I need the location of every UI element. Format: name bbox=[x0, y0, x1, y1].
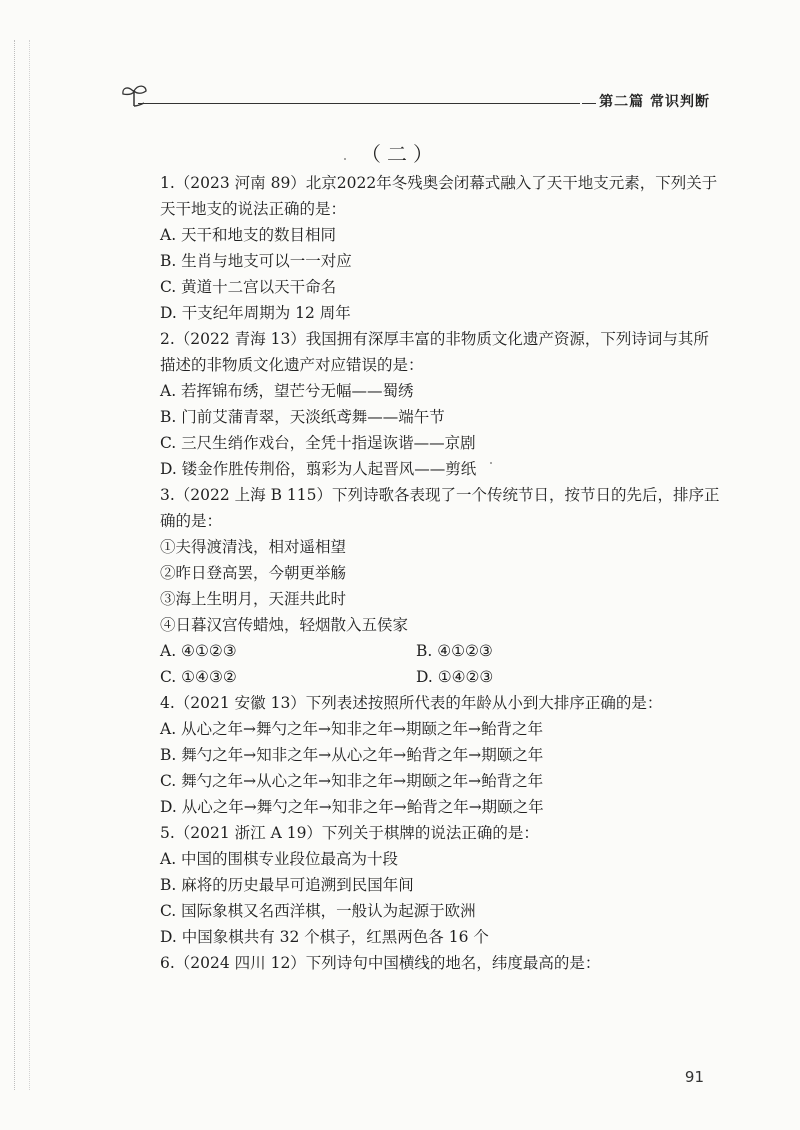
option-d: D. ①④②③ bbox=[416, 668, 494, 686]
sprout-icon bbox=[120, 82, 150, 108]
option-b: B. 麻将的历史最早可追溯到民国年间 bbox=[160, 876, 414, 894]
option-c: C. 黄道十二宫以天干命名 bbox=[160, 278, 337, 296]
question-5 bbox=[160, 820, 720, 950]
question-stem: 2.（2022 青海 13）我国拥有深厚丰富的非物质文化遗产资源，下列诗词与其所描述的非物质文化遗产对应错误的是： bbox=[160, 330, 709, 374]
poem-item-1: ①夫得渡清浅，相对遥相望 bbox=[160, 538, 347, 556]
scan-speck bbox=[344, 158, 346, 160]
question-list bbox=[160, 170, 720, 976]
page-number: 91 bbox=[684, 1068, 704, 1086]
section-title: 第二篇 常识判断 bbox=[599, 94, 710, 110]
poem-item-2: ②昨日登高罢，今朝更举觞 bbox=[160, 564, 347, 582]
option-a: A. ④①②③ bbox=[160, 642, 237, 660]
option-c: C. 国际象棋又名西洋棋，一般认为起源于欧洲 bbox=[160, 902, 476, 920]
section-subtitle: （二） bbox=[361, 142, 439, 166]
binding-edge bbox=[14, 40, 55, 1090]
question-2 bbox=[160, 326, 720, 482]
option-a: A. 中国的围棋专业段位最高为十段 bbox=[160, 850, 399, 868]
question-stem: 4.（2021 安徽 13）下列表述按照所代表的年龄从小到大排序正确的是： bbox=[160, 694, 663, 712]
option-b: B. ④①②③ bbox=[416, 642, 493, 660]
poem-item-4: ④日暮汉宫传蜡烛，轻烟散入五侯家 bbox=[160, 616, 409, 634]
header-rule-dash bbox=[582, 103, 596, 104]
option-d: D. 从心之年→舞勺之年→知非之年→鲐背之年→期颐之年 bbox=[160, 798, 544, 816]
option-a: A. 若挥锦布绣，望芒兮无幅——蜀绣 bbox=[160, 382, 414, 400]
option-d: D. 中国象棋共有 32 个棋子，红黑两色各 16 个 bbox=[160, 928, 489, 946]
option-c: C. 舞勺之年→从心之年→知非之年→期颐之年→鲐背之年 bbox=[160, 772, 544, 790]
option-d: D. 干支纪年周期为 12 周年 bbox=[160, 304, 351, 322]
question-stem: 5.（2021 浙江 A 19）下列关于棋牌的说法正确的是： bbox=[160, 824, 539, 842]
question-stem: 6.（2024 四川 12）下列诗句中国横线的地名，纬度最高的是： bbox=[160, 954, 601, 972]
option-c: C. 三尺生绡作戏台，全凭十指逞诙谐——京剧 bbox=[160, 434, 476, 452]
option-b: B. 舞勺之年→知非之年→从心之年→鲐背之年→期颐之年 bbox=[160, 746, 544, 764]
question-stem: 3.（2022 上海 B 115）下列诗歌各表现了一个传统节日，按节日的先后，排序正确的是： bbox=[160, 486, 720, 530]
option-d: D. 镂金作胜传荆俗，翦彩为人起晋风——剪纸 bbox=[160, 460, 477, 478]
question-1 bbox=[160, 170, 720, 326]
page-header bbox=[120, 82, 710, 112]
option-a: A. 天干和地支的数目相同 bbox=[160, 226, 337, 244]
option-c: C. ①④③② bbox=[160, 668, 237, 686]
question-6 bbox=[160, 950, 720, 976]
header-rule bbox=[138, 103, 580, 104]
question-4 bbox=[160, 690, 720, 820]
option-grid bbox=[160, 638, 720, 690]
option-b: B. 生肖与地支可以一一对应 bbox=[160, 252, 352, 270]
question-3 bbox=[160, 482, 720, 690]
option-a: A. 从心之年→舞勺之年→知非之年→期颐之年→鲐背之年 bbox=[160, 720, 543, 738]
poem-item-3: ③海上生明月，天涯共此时 bbox=[160, 590, 347, 608]
option-b: B. 门前艾蒲青翠，天淡纸鸢舞——端午节 bbox=[160, 408, 445, 426]
question-stem: 1.（2023 河南 89）北京2022年冬残奥会闭幕式融入了天干地支元素，下列关于天干地支的说法正确的是： bbox=[160, 174, 718, 218]
scan-speck bbox=[490, 462, 492, 464]
